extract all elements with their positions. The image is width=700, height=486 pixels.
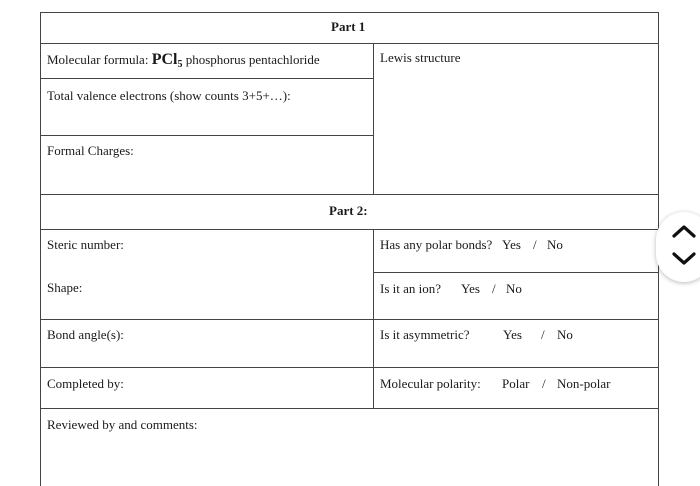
polar-bonds-question: Has any polar bonds? [380, 237, 493, 252]
shape-divider [40, 319, 658, 320]
asymmetric-question: Is it asymmetric? [380, 327, 470, 342]
formula-main: PCl [151, 51, 178, 68]
formal-charges-label: Formal Charges: [47, 143, 134, 158]
formula-subscript: 5 [177, 59, 183, 70]
compound-name: phosphorus pentachloride [185, 52, 320, 67]
part2-heading-divider [40, 229, 658, 230]
molecular-formula-label: Molecular formula: [47, 52, 149, 67]
ion-question: Is it an ion? [380, 281, 442, 296]
total-valence-label: Total valence electrons (show counts 3+5+…): [47, 88, 291, 103]
part1-heading-divider [40, 43, 658, 44]
polarity-separator: / [542, 376, 546, 391]
polar-bonds-divider [373, 272, 658, 273]
part1-heading: Part 1 [331, 19, 366, 34]
chevron-down-icon[interactable] [670, 250, 698, 268]
completed-divider [40, 408, 658, 409]
molecular-formula-row [47, 52, 320, 70]
bond-angles-label: Bond angle(s): [47, 327, 124, 342]
polarity-nonpolar: Non-polar [557, 376, 611, 391]
polarity-question: Molecular polarity: [380, 376, 481, 391]
ion-no: No [506, 281, 522, 296]
polarity-polar: Polar [502, 376, 530, 391]
asymmetric-no: No [557, 327, 573, 342]
lewis-structure-label: Lewis structure [380, 50, 461, 65]
shape-label: Shape: [47, 280, 83, 295]
steric-number-label: Steric number: [47, 237, 124, 252]
polar-bonds-no: No [547, 237, 563, 252]
part2-column-divider [373, 229, 374, 408]
chevron-up-icon[interactable] [670, 222, 698, 240]
completed-by-label: Completed by: [47, 376, 124, 391]
part1-bottom-divider [40, 194, 658, 195]
ion-separator: / [492, 281, 496, 296]
bond-angle-divider [40, 367, 658, 368]
part1-column-divider [373, 43, 374, 194]
table-border-top [40, 12, 658, 13]
reviewed-label: Reviewed by and comments: [47, 417, 198, 432]
polar-bonds-yes: Yes [502, 237, 521, 252]
asymmetric-yes: Yes [503, 327, 522, 342]
part2-heading: Part 2: [329, 203, 368, 218]
table-border-left [40, 12, 41, 486]
ion-yes: Yes [461, 281, 480, 296]
formula-divider [40, 78, 373, 79]
polar-bonds-separator: / [533, 237, 537, 252]
valence-divider [40, 135, 373, 136]
asymmetric-separator: / [541, 327, 545, 342]
page-nav-control[interactable] [656, 212, 700, 282]
